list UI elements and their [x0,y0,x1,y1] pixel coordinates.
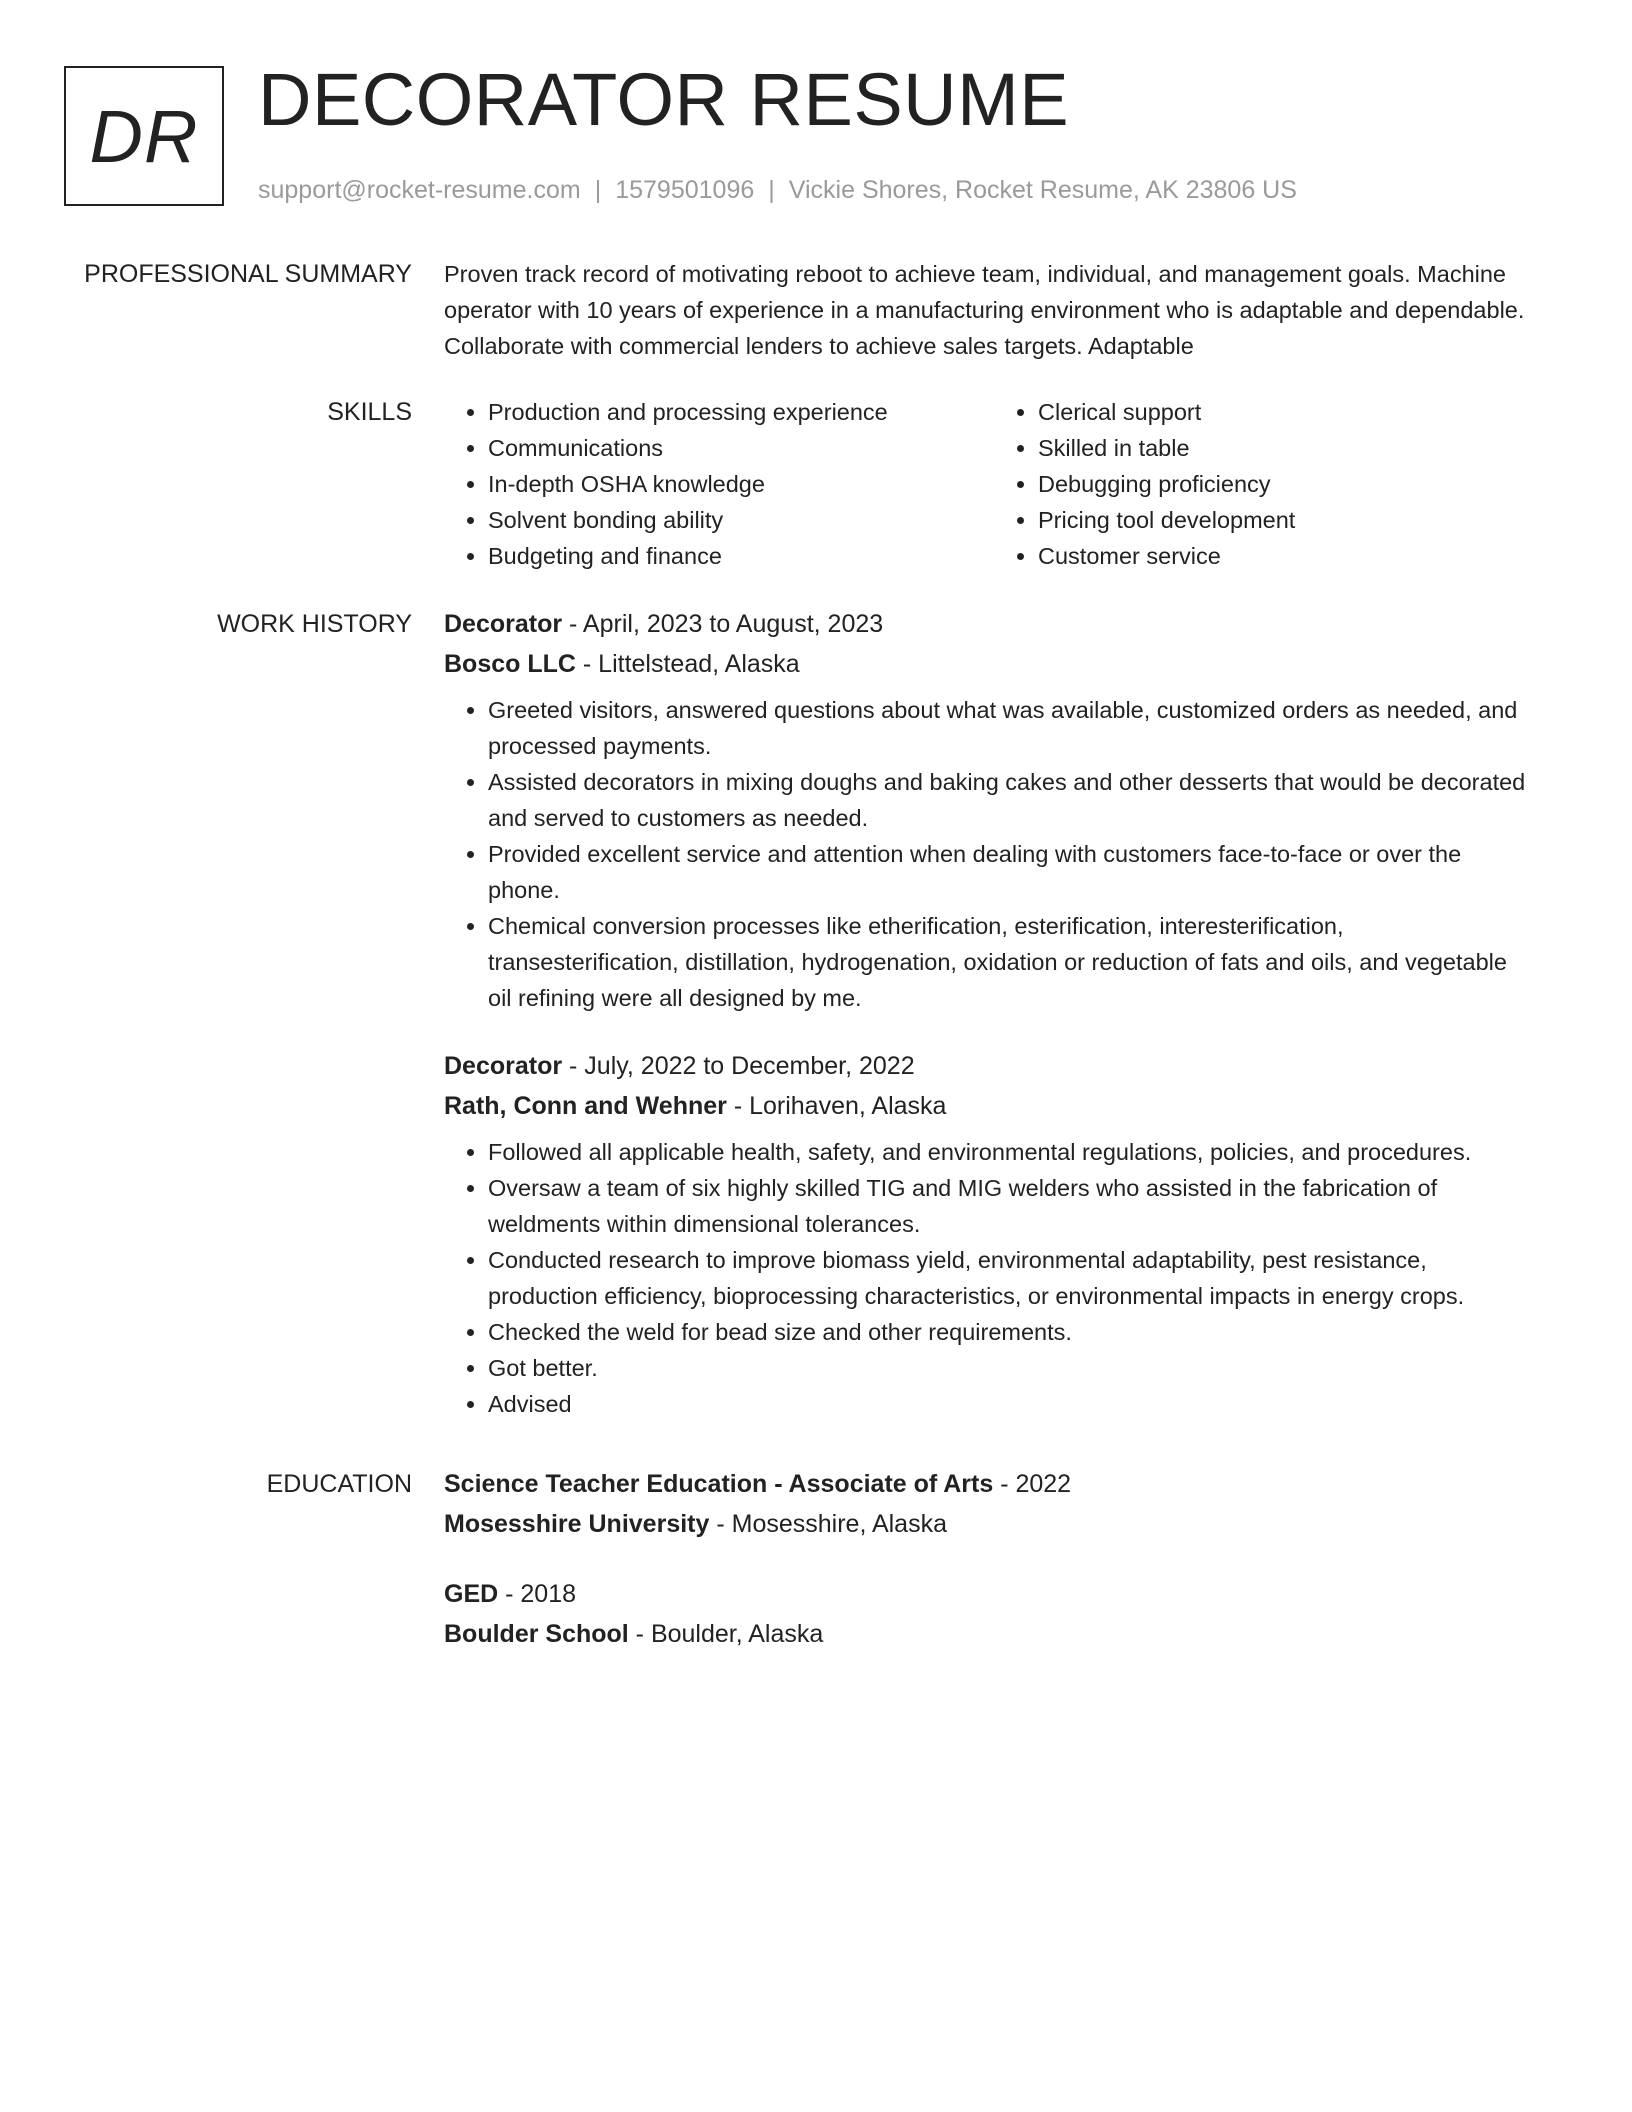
summary-body [444,256,1544,364]
summary-text: Proven track record of motivating reboot to achieve team, individual, and management goals. Machine operator with 10 years of experience in a manufacturing environment who is adaptable and dependable. Collaborate with commercial lenders to achieve sales targets. Adaptable [444,261,1525,359]
education-school: Boulder School [444,1620,629,1648]
contact-email: support@rocket-resume.com [258,176,581,204]
job-bullet: • Followed all applicable health, safety, and environmental regulations, policies, and procedures. [488,1134,1544,1170]
job-company: Bosco LLC [444,650,576,678]
job-bullet: • Chemical conversion processes like etherification, esterification, interesterification, transesterification, distillation, hydrogenation, oxidation or reduction of fats and oils, and vegetable oil refining were all designed by me. [488,908,1544,1016]
monogram: DR [64,66,224,206]
education-location: - Boulder, Alaska [628,1620,824,1648]
job-bullet: • Got better. [488,1350,1544,1386]
job-bullet: • Greeted visitors, answered questions about what was available, customized orders as needed, and processed payments. [488,692,1544,764]
job-title: Decorator [444,1052,563,1080]
work-body [444,604,1544,1452]
education-body [444,1464,1544,1684]
job-bullet: • Assisted decorators in mixing doughs and baking cakes and other desserts that would be decorated and served to customers as needed. [488,764,1544,836]
job-company: Rath, Conn and Wehner [444,1092,727,1120]
job-entry [444,604,1544,1016]
job-location: - Lorihaven, Alaska [726,1092,947,1120]
job-bullet: • Advised [488,1386,1544,1422]
education-location: - Mosesshire, Alaska [709,1510,947,1538]
skill-item: • Solvent bonding ability [488,502,994,538]
skill-item: • In-depth OSHA knowledge [488,466,994,502]
contact-address: Vickie Shores, Rocket Resume, AK 23806 US [788,176,1297,204]
job-title-line [444,604,1544,644]
education-school-line [444,1504,1544,1544]
job-bullet: • Conducted research to improve biomass yield, environmental adaptability, pest resistance, production efficiency, bioprocessing characteristics, or environmental impacts in energy crops. [488,1242,1544,1314]
skills-list-right [994,394,1544,574]
job-dates: - April, 2023 to August, 2023 [562,610,884,638]
job-bullets [444,1134,1544,1422]
job-company-line [444,644,1544,684]
job-location: - Littelstead, Alaska [575,650,800,678]
skill-item: • Customer service [1038,538,1544,574]
skill-item: • Pricing tool development [1038,502,1544,538]
resume-title: DECORATOR RESUME [258,58,1070,141]
job-company-line [444,1086,1544,1126]
skill-item: • Budgeting and finance [488,538,994,574]
contact-line [258,174,1297,206]
contact-separator: | [768,176,775,204]
education-year: - 2018 [498,1580,577,1608]
education-label: EDUCATION [266,1470,412,1498]
job-title-line [444,1046,1544,1086]
skill-item: • Debugging proficiency [1038,466,1544,502]
skills-list-left [444,394,994,574]
job-bullets [444,692,1544,1016]
education-degree-line [444,1574,1544,1614]
skill-item: • Production and processing experience [488,394,994,430]
education-school: Mosesshire University [444,1510,710,1538]
contact-phone: 1579501096 [615,176,755,204]
education-entry [444,1574,1544,1654]
skill-item: • Communications [488,430,994,466]
education-entry [444,1464,1544,1544]
education-degree: GED [444,1580,499,1608]
skills-label: SKILLS [327,398,412,426]
skill-item: • Clerical support [1038,394,1544,430]
education-degree: Science Teacher Education - Associate of Arts [444,1470,994,1498]
job-entry [444,1046,1544,1422]
skill-item: • Skilled in table [1038,430,1544,466]
work-label: WORK HISTORY [217,610,412,638]
job-bullet: • Provided excellent service and attention when dealing with customers face-to-face or over the phone. [488,836,1544,908]
job-title: Decorator [444,610,563,638]
skills-grid [444,394,1544,574]
job-bullet: • Oversaw a team of six highly skilled TIG and MIG welders who assisted in the fabrication of weldments within dimensional tolerances. [488,1170,1544,1242]
education-degree-line [444,1464,1544,1504]
contact-separator: | [594,176,602,204]
skills-body [444,394,1544,574]
education-year: - 2022 [993,1470,1072,1498]
education-school-line [444,1614,1544,1654]
summary-label: PROFESSIONAL SUMMARY [84,260,412,288]
job-bullet: • Checked the weld for bead size and other requirements. [488,1314,1544,1350]
job-dates: - July, 2022 to December, 2022 [562,1052,915,1080]
